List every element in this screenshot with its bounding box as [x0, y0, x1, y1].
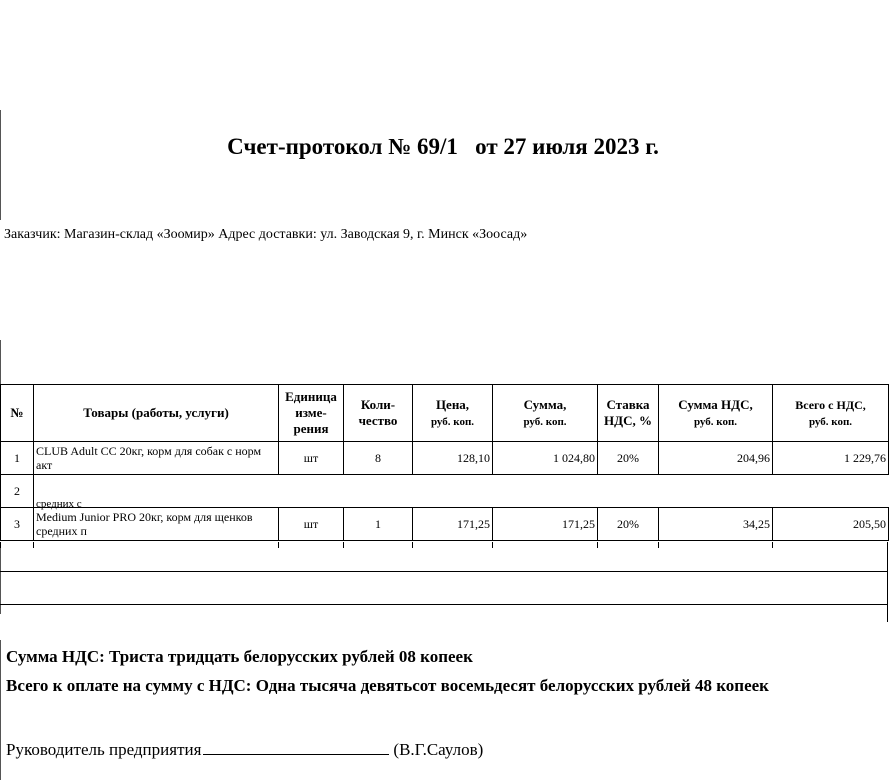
- vat-sum-text: Сумма НДС: Триста тридцать белорусских рублей 08 копеек: [6, 647, 473, 666]
- row-vat: 34,25: [659, 508, 773, 541]
- row-unit: шт: [279, 508, 344, 541]
- border-fragment: [412, 542, 413, 548]
- border-fragment: [0, 571, 888, 572]
- signature-line: [6, 738, 483, 760]
- table-row: [1, 442, 889, 475]
- row-vat: 204,96: [659, 442, 773, 475]
- border-fragment: [887, 542, 888, 622]
- left-border-fragment: [0, 110, 1, 220]
- clipped-text: Заказчик: Магазин-склад «Зоомир» Адрес доставки: ул. Заводская 9, г. Минск «Зоосад»: [4, 227, 528, 242]
- left-border-fragment: [0, 340, 1, 386]
- row-qty: 8: [344, 442, 413, 475]
- header-total: Всего с НДС, руб. коп.: [773, 385, 889, 442]
- signature-blank: [203, 738, 389, 755]
- clipped-text-line: [4, 222, 564, 242]
- left-border-fragment: [0, 640, 1, 780]
- row-num: 3: [1, 508, 34, 541]
- border-fragment: [0, 542, 1, 548]
- row-name: CLUB Adult CC 20кг, корм для собак с норм акт: [34, 442, 279, 475]
- header-unit: Единица изме- рения: [279, 385, 344, 442]
- total-text: Всего к оплате на сумму с НДС: Одна тысяча девятьсот восемьдесят белорусских рублей 48 копеек: [6, 676, 769, 695]
- header-sum: Сумма, руб. коп.: [493, 385, 598, 442]
- border-fragment: [597, 542, 598, 548]
- header-goods: Товары (работы, услуги): [34, 385, 279, 442]
- row-unit: шт: [279, 442, 344, 475]
- row-sum: 1 024,80: [493, 442, 598, 475]
- header-vat-sum: Сумма НДС, руб. коп.: [659, 385, 773, 442]
- table-header-row: [1, 385, 889, 442]
- row-price: 171,25: [413, 508, 493, 541]
- document-title: Счет-протокол № 69/1 от 27 июля 2023 г.: [227, 134, 659, 159]
- border-fragment: [658, 542, 659, 548]
- header-price: Цена, руб. коп.: [413, 385, 493, 442]
- border-fragment: [492, 542, 493, 548]
- border-fragment: [33, 542, 34, 548]
- border-fragment: [278, 542, 279, 548]
- header-qty: Коли- чество: [344, 385, 413, 442]
- header-num: №: [1, 385, 34, 442]
- row-name-clipped: средних с: [36, 498, 82, 510]
- row-qty: 1: [344, 508, 413, 541]
- row-name: Medium Junior PRO 20кг, корм для щенков средних п: [34, 508, 279, 541]
- signature-name: (В.Г.Саулов): [393, 740, 484, 759]
- border-fragment: [343, 542, 344, 548]
- table-row: [1, 508, 889, 541]
- table-row: [1, 475, 889, 508]
- border-fragment: [772, 542, 773, 548]
- row-total: 1 229,76: [773, 442, 889, 475]
- row-price: 128,10: [413, 442, 493, 475]
- row-num: 2: [1, 475, 34, 508]
- row-rate: 20%: [598, 508, 659, 541]
- signature-label: Руководитель предприятия: [6, 740, 202, 759]
- invoice-table: [0, 384, 889, 541]
- row-total: 205,50: [773, 508, 889, 541]
- row-num: 1: [1, 442, 34, 475]
- header-vat-rate: Ставка НДС, %: [598, 385, 659, 442]
- row-sum: 171,25: [493, 508, 598, 541]
- row-rate: 20%: [598, 442, 659, 475]
- border-fragment: [0, 604, 888, 605]
